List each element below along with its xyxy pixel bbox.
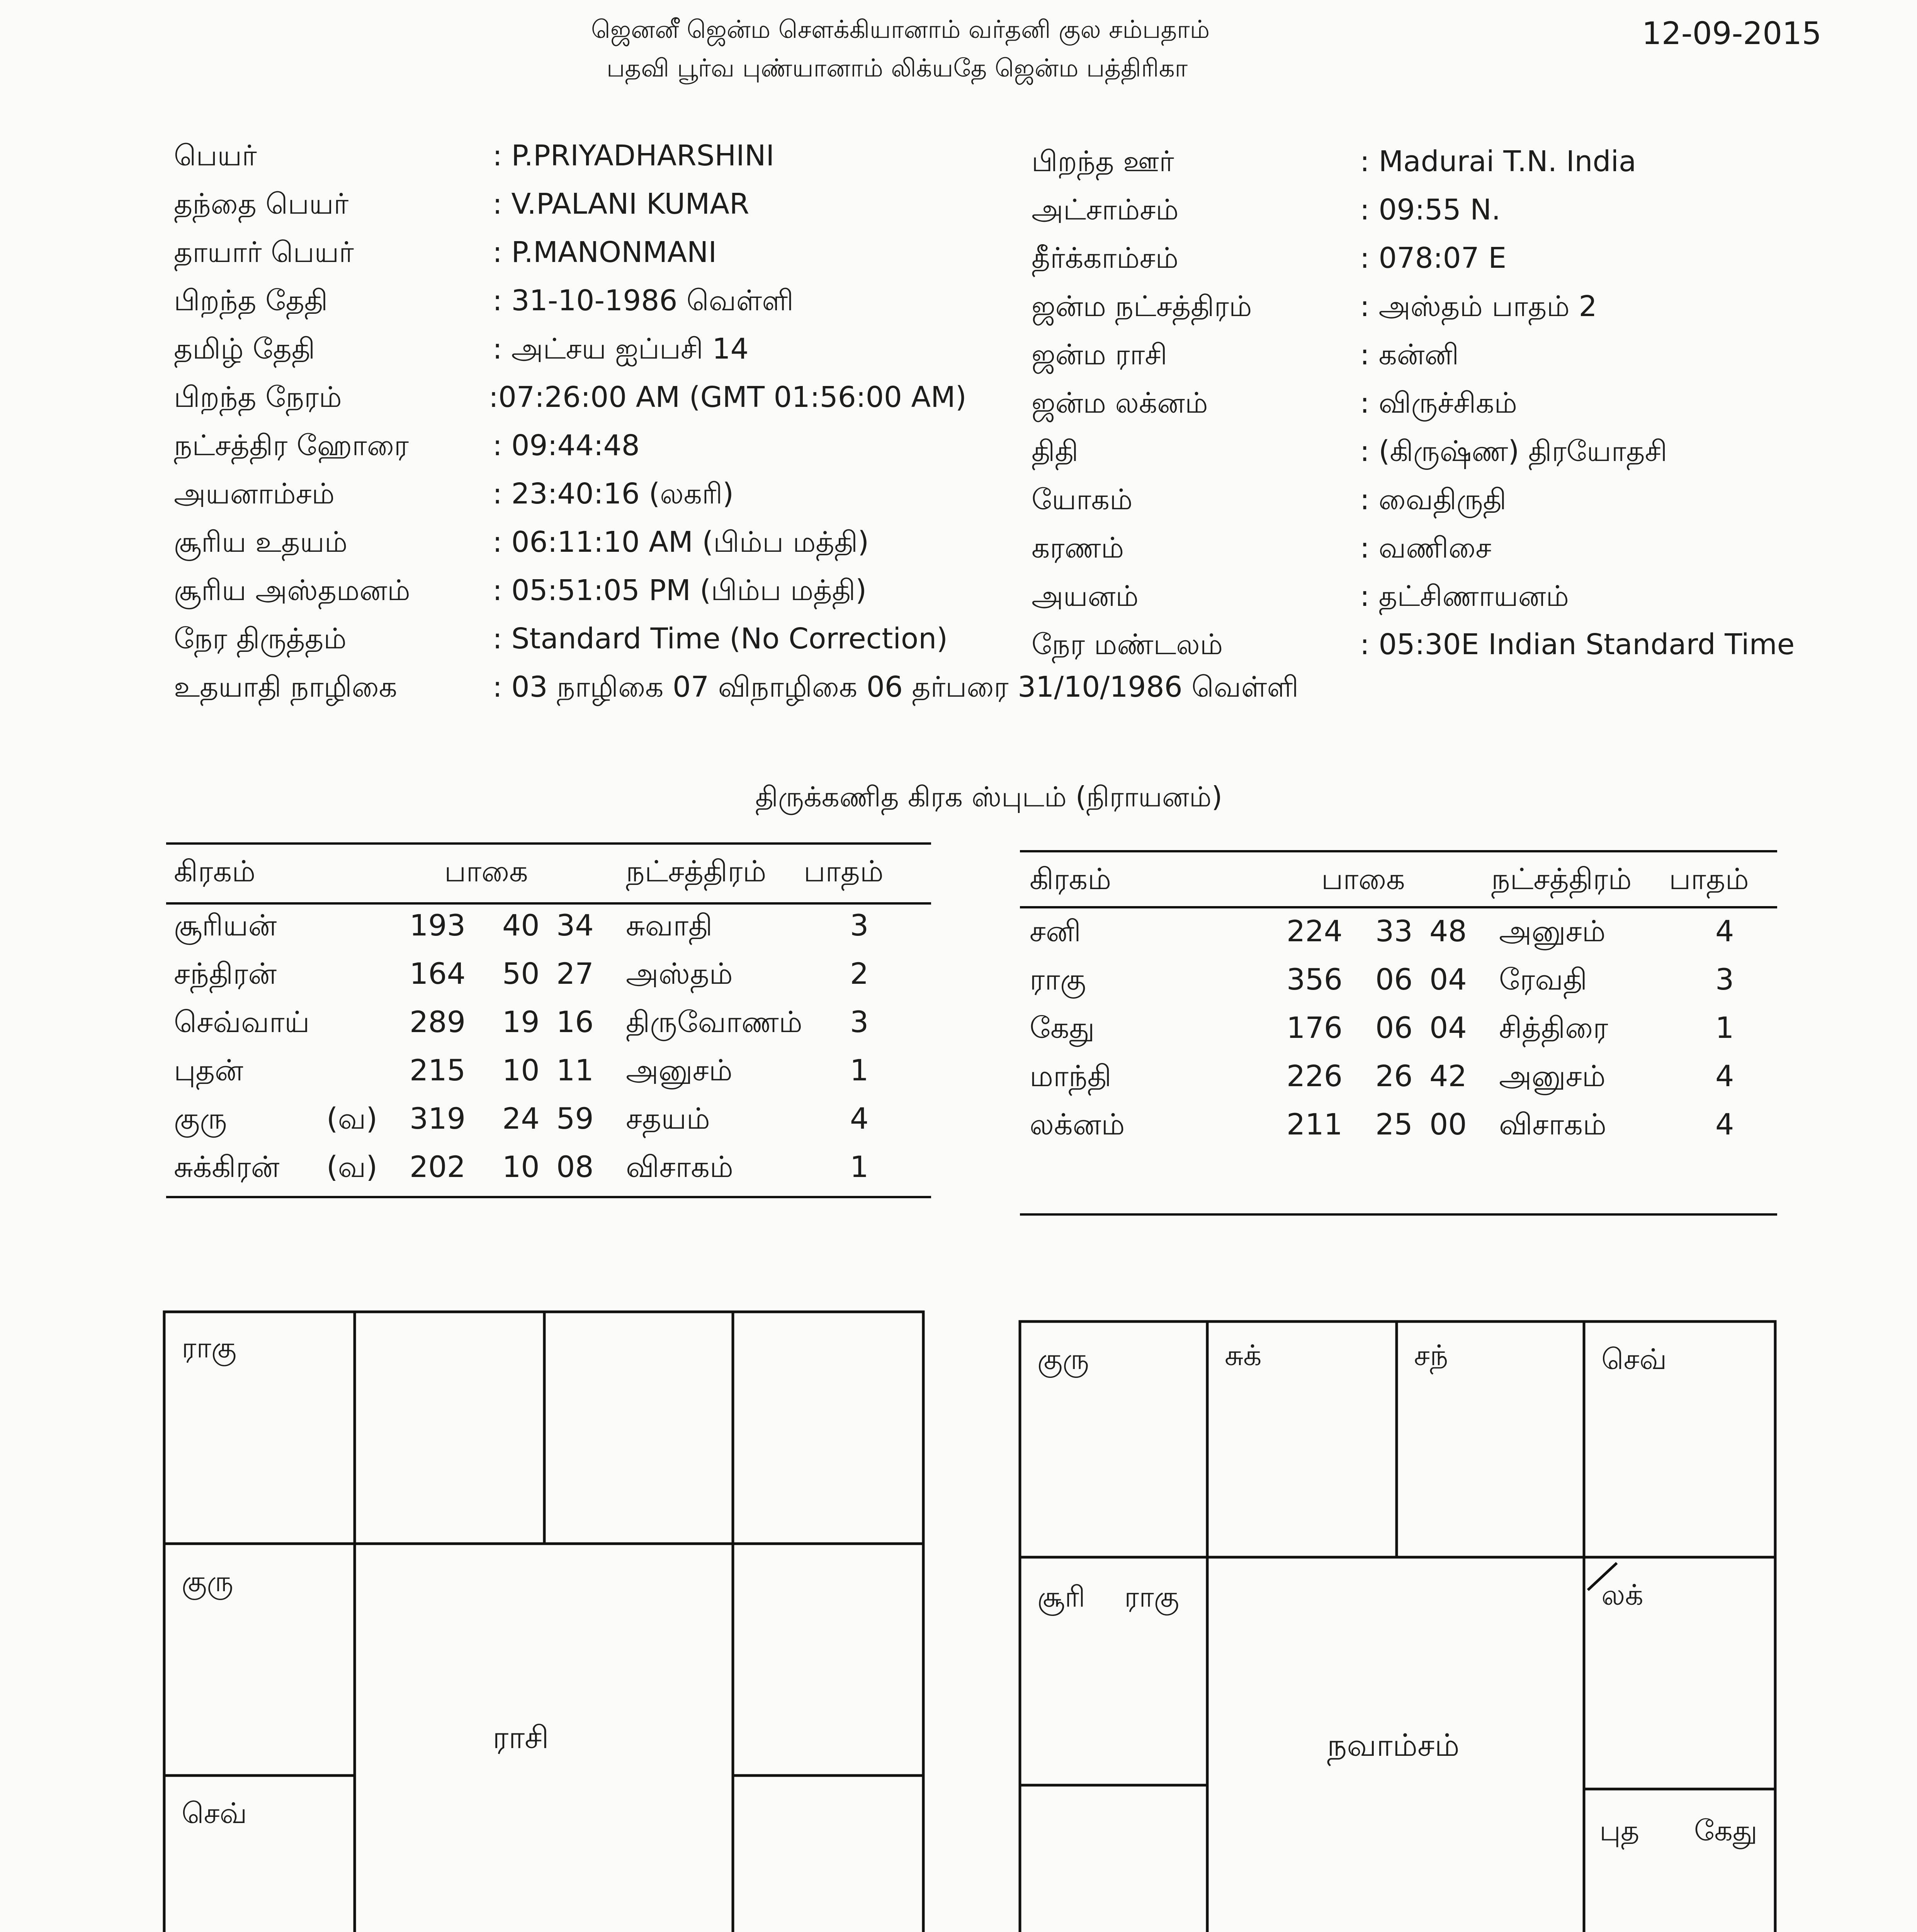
planet-min: 19 — [502, 1005, 540, 1039]
planet-star: விசாகம் — [1499, 1107, 1607, 1141]
planet-retro: (வ) — [326, 1101, 378, 1136]
planet-pada: 1 — [850, 1150, 869, 1184]
navamsa-house-text: புத — [1599, 1814, 1640, 1847]
planet-pada: 3 — [1715, 962, 1734, 997]
planet-star: அனுசம் — [1499, 1059, 1606, 1093]
planet-pada: 3 — [850, 1005, 869, 1039]
planet-sec: 27 — [556, 956, 594, 991]
col-header-nakshatra: நட்சத்திரம் — [626, 854, 766, 888]
detail-label: நேர திருத்தம் — [174, 622, 347, 655]
planet-deg: 202 — [410, 1150, 466, 1184]
navamsa-house-text: சந் — [1414, 1339, 1448, 1372]
detail-value: : 09:44:48 — [493, 429, 640, 462]
detail-value: : 05:51:05 PM (பிம்ப மத்தி) — [493, 574, 867, 607]
planet-deg: 356 — [1286, 962, 1343, 997]
planet-pada: 1 — [850, 1053, 869, 1087]
planet-deg: 226 — [1286, 1059, 1343, 1093]
detail-value: : தட்சிணாயனம் — [1360, 580, 1569, 613]
planet-min: 24 — [502, 1101, 540, 1136]
navamsa-house-text: லக் — [1601, 1578, 1643, 1612]
planet-deg: 164 — [410, 956, 466, 991]
detail-value: : 31-10-1986 வெள்ளி — [493, 284, 794, 317]
planet-name: செவ்வாய் — [174, 1005, 310, 1039]
planet-sec: 48 — [1429, 914, 1467, 948]
navamsa-house-text: கேது — [1694, 1814, 1758, 1847]
detail-label: அட்சாம்சம் — [1032, 193, 1179, 226]
rasi-house-text: செவ் — [182, 1797, 247, 1830]
detail-value: : 05:30E Indian Standard Time — [1360, 628, 1795, 661]
detail-label: தாயார் பெயர் — [174, 236, 354, 269]
navamsa-house-text: குரு — [1037, 1343, 1089, 1376]
detail-label: சூரிய உதயம் — [174, 526, 348, 559]
planet-name: சுக்கிரன் — [174, 1150, 280, 1184]
planet-min: 10 — [502, 1150, 540, 1184]
planet-name: சந்திரன் — [174, 956, 277, 991]
planet-sec: 04 — [1429, 962, 1467, 997]
planet-name: குரு — [174, 1101, 227, 1136]
detail-label: உதயாதி நாழிகை — [174, 670, 397, 704]
planet-min: 06 — [1375, 962, 1413, 997]
planet-deg: 193 — [410, 908, 466, 942]
planet-deg: 211 — [1286, 1107, 1343, 1141]
planet-name: ராகு — [1030, 962, 1086, 997]
rasi-house-text: குரு — [182, 1565, 233, 1598]
planet-name: கேது — [1030, 1010, 1095, 1045]
rasi-chart-title: ராசி — [493, 1719, 549, 1755]
planet-name: லக்னம் — [1030, 1107, 1125, 1141]
detail-value: : (கிருஷ்ண) திரயோதசி — [1360, 435, 1667, 468]
planet-name: மாந்தி — [1030, 1059, 1111, 1093]
planet-min: 40 — [502, 908, 540, 942]
detail-label: கரணம் — [1032, 531, 1124, 565]
planet-star: விசாகம் — [626, 1150, 734, 1184]
detail-value: : P.MANONMANI — [493, 236, 717, 269]
planet-star: சதயம் — [626, 1101, 710, 1136]
col-header-nakshatra: நட்சத்திரம் — [1491, 862, 1632, 896]
header-line-1: ஜெனனீ ஜென்ம சௌக்கியானாம் வர்தனி குல சம்பதாம் — [591, 15, 1210, 44]
detail-label: அயனாம்சம் — [174, 477, 335, 510]
planet-min: 33 — [1375, 914, 1413, 948]
detail-label: தமிழ் தேதி — [174, 332, 315, 366]
detail-label: ஜன்ம ராசி — [1032, 338, 1168, 371]
rasi-house-text: ராகு — [182, 1331, 237, 1364]
planet-pada: 1 — [1715, 1010, 1734, 1045]
planet-star: அனுசம் — [1499, 914, 1606, 948]
planet-star: திருவோணம் — [626, 1005, 802, 1039]
planet-pada: 4 — [850, 1101, 869, 1136]
planet-sec: 16 — [556, 1005, 594, 1039]
detail-value: : 03 நாழிகை 07 விநாழிகை 06 தர்பரை 31/10/1986 வெள்ளி — [493, 670, 1299, 704]
detail-label: திதி — [1032, 435, 1079, 468]
planet-deg: 319 — [410, 1101, 466, 1136]
planet-pada: 4 — [1715, 1107, 1734, 1141]
detail-label: தீர்க்காம்சம் — [1032, 242, 1179, 275]
planet-retro: (வ) — [326, 1150, 378, 1184]
planet-pada: 4 — [1715, 914, 1734, 948]
planet-pada: 2 — [850, 956, 869, 991]
planet-sec: 08 — [556, 1150, 594, 1184]
planet-star: சித்திரை — [1499, 1010, 1608, 1045]
planet-star: ரேவதி — [1499, 962, 1587, 997]
detail-value: : கன்னி — [1360, 338, 1459, 371]
planet-deg: 215 — [410, 1053, 466, 1087]
col-header-graha: கிரகம் — [174, 854, 256, 888]
planet-star: அஸ்தம் — [626, 956, 733, 991]
detail-label: சூரிய அஸ்தமனம் — [174, 574, 410, 607]
detail-value: : P.PRIYADHARSHINI — [493, 139, 775, 172]
planet-min: 26 — [1375, 1059, 1413, 1093]
header-date: 12-09-2015 — [1642, 15, 1822, 51]
detail-value: : Madurai T.N. India — [1360, 145, 1637, 178]
detail-value: : அட்சய ஐப்பசி 14 — [493, 332, 749, 366]
detail-label: அயனம் — [1032, 580, 1139, 613]
navamsa-house-text: செவ் — [1601, 1343, 1667, 1376]
detail-label: பிறந்த ஊர் — [1032, 145, 1174, 178]
planet-deg: 176 — [1286, 1010, 1343, 1045]
detail-label: பிறந்த நேரம் — [174, 381, 342, 414]
detail-label: நட்சத்திர ஹோரை — [174, 429, 409, 462]
planet-section-title: திருக்கணித கிரக ஸ்புடம் (நிராயனம்) — [755, 781, 1222, 813]
planet-sec: 04 — [1429, 1010, 1467, 1045]
planet-sec: 59 — [556, 1101, 594, 1136]
detail-label: யோகம் — [1032, 483, 1133, 516]
detail-value: : V.PALANI KUMAR — [493, 187, 749, 221]
detail-label: ஜன்ம லக்னம் — [1032, 386, 1208, 420]
col-header-paadham: பாதம் — [804, 854, 884, 888]
detail-value: : 23:40:16 (லகரி) — [493, 477, 734, 510]
planet-name: சனி — [1030, 914, 1081, 948]
navamsa-house-text: சுக் — [1225, 1339, 1262, 1372]
col-header-paadham: பாதம் — [1669, 862, 1749, 896]
planet-sec: 34 — [556, 908, 594, 942]
planet-star: சுவாதி — [626, 908, 713, 942]
detail-value: : வணிசை — [1360, 531, 1492, 565]
detail-value: : Standard Time (No Correction) — [493, 622, 948, 655]
planet-pada: 3 — [850, 908, 869, 942]
planet-min: 06 — [1375, 1010, 1413, 1045]
detail-value: : 09:55 N. — [1360, 193, 1501, 226]
planet-pada: 4 — [1715, 1059, 1734, 1093]
planet-min: 25 — [1375, 1107, 1413, 1141]
col-header-paagai: பாகை — [1321, 862, 1405, 896]
detail-label: நேர மண்டலம் — [1032, 628, 1223, 661]
col-header-paagai: பாகை — [444, 854, 528, 888]
col-header-graha: கிரகம் — [1030, 862, 1111, 896]
planet-name: சூரியன் — [174, 908, 277, 942]
detail-value: : 06:11:10 AM (பிம்ப மத்தி) — [493, 526, 869, 559]
planet-sec: 42 — [1429, 1059, 1467, 1093]
planet-star: அனுசம் — [626, 1053, 732, 1087]
detail-label: ஜன்ம நட்சத்திரம் — [1032, 290, 1252, 323]
navamsa-house-text: ராகு — [1124, 1580, 1179, 1614]
detail-label: பிறந்த தேதி — [174, 284, 328, 317]
planet-sec: 11 — [556, 1053, 594, 1087]
planet-sec: 00 — [1429, 1107, 1467, 1141]
planet-min: 50 — [502, 956, 540, 991]
detail-label: பெயர் — [174, 139, 257, 172]
planet-deg: 289 — [410, 1005, 466, 1039]
detail-value: : 078:07 E — [1360, 242, 1507, 275]
planet-name: புதன் — [174, 1053, 243, 1087]
planet-min: 10 — [502, 1053, 540, 1087]
header-line-2: பதவி பூர்வ புண்யானாம் லிக்யதே ஜென்ம பத்திரிகா — [607, 54, 1188, 83]
detail-value: :07:26:00 AM (GMT 01:56:00 AM) — [489, 381, 967, 414]
navamsa-house-text: சூரி — [1037, 1580, 1086, 1614]
planet-deg: 224 — [1286, 914, 1343, 948]
detail-value: : விருச்சிகம் — [1360, 386, 1518, 420]
detail-value: : வைதிருதி — [1360, 483, 1507, 516]
detail-value: : அஸ்தம் பாதம் 2 — [1360, 290, 1597, 323]
detail-label: தந்தை பெயர் — [174, 187, 349, 221]
navamsa-chart-title: நவாம்சம் — [1327, 1727, 1460, 1763]
